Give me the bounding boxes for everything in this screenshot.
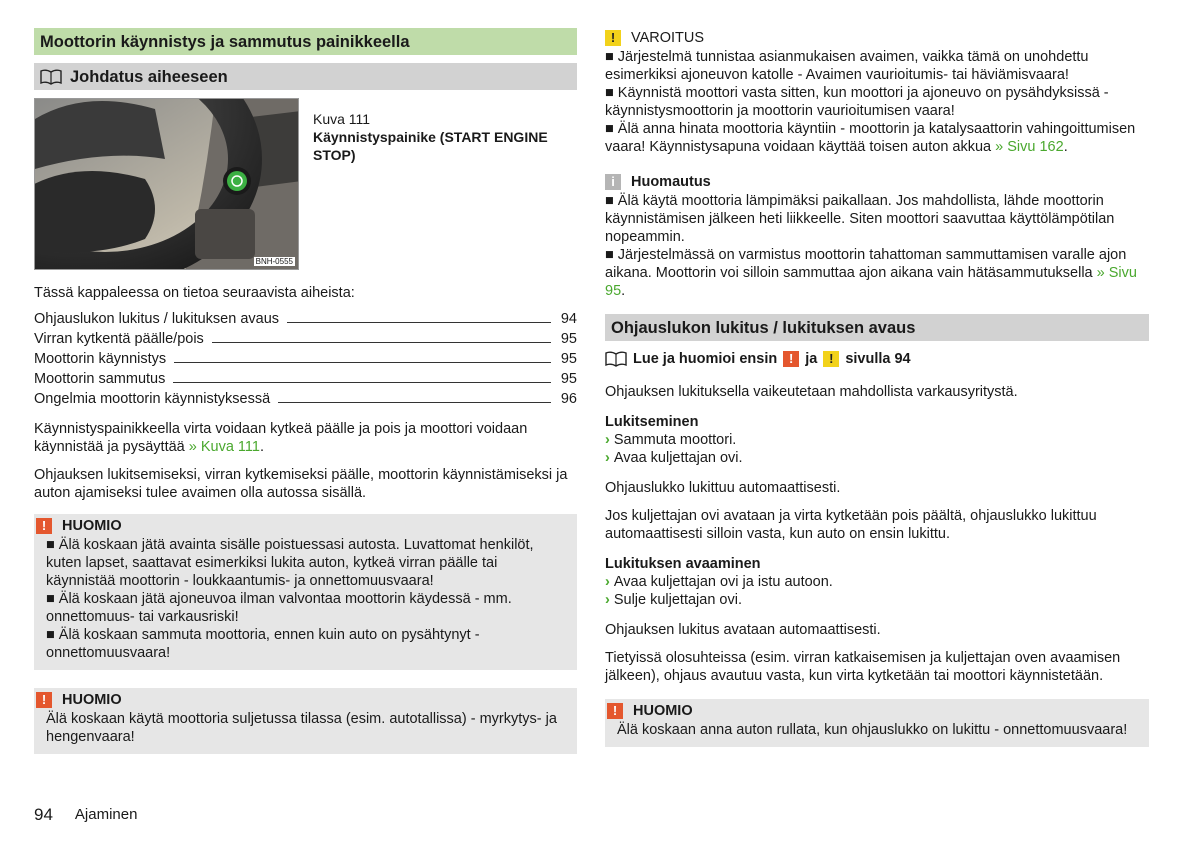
toc-row[interactable] xyxy=(34,310,577,330)
warning-title: HUOMIO xyxy=(62,692,122,708)
lock-extra: Jos kuljettajan ovi avataan ja virta kytketään pois päältä, ohjauslukko lukittuu automaattisesti silloin vasta, kun auto on ensin lukittu. xyxy=(605,508,1097,542)
figure-image xyxy=(34,98,299,270)
note-item: ■ Älä käytä moottoria lämpimäksi paikallaan. Jos mahdollista, lähde moottorin käynnistämisen jälkeen heti liikkeelle. Siten moottori saavuttaa käyttölämpötilan nopeammin. xyxy=(605,193,1115,245)
lock-title: Lukitseminen xyxy=(605,414,699,430)
figure-block xyxy=(34,98,577,270)
warning-box-2 xyxy=(34,688,577,754)
warning-box-3 xyxy=(605,699,1149,747)
toc-label: Moottorin sammutus xyxy=(34,371,166,387)
toc-leader xyxy=(173,382,551,383)
paragraph-1-end: . xyxy=(259,439,265,455)
caution-item-text: ■ Älä anna hinata moottoria käyntiin - moottorin ja katalysaattorin vahingoittumisen vaara! Käynnistysapuna voidaan käyttää toisen auton akkua xyxy=(605,121,1136,155)
note-title: Huomautus xyxy=(631,174,711,190)
toc-row[interactable] xyxy=(34,370,577,390)
chevron-right-icon: › xyxy=(605,450,610,466)
book-icon xyxy=(40,69,62,85)
note-item-end: . xyxy=(621,283,626,299)
footer-section: Ajaminen xyxy=(74,806,138,823)
page-link[interactable]: » Sivu 95 xyxy=(605,265,1137,299)
lock-step xyxy=(605,431,1149,449)
paragraph-1 xyxy=(34,420,577,456)
exclamation-icon: ! xyxy=(36,518,52,534)
figure-link[interactable]: » Kuva 111 xyxy=(188,439,260,455)
toc-leader xyxy=(174,362,551,363)
warning-item: ■ Älä koskaan jätä ajoneuvoa ilman valvontaa moottorin käydessä - mm. onnettomuus- tai varkausriski! xyxy=(46,591,512,625)
steering-wheel-illustration xyxy=(35,99,299,270)
unlock-step-text: Avaa kuljettajan ovi ja istu autoon. xyxy=(613,574,833,590)
paragraph-2: Ohjauksen lukitsemiseksi, virran kytkemiseksi päälle, moottorin käynnistämiseksi ja auton ajamiseksi tulee avaimen olla autossa sisällä. xyxy=(34,467,568,501)
read-first-line xyxy=(605,349,1149,369)
caution-item xyxy=(605,120,1149,156)
exclamation-icon: ! xyxy=(823,351,839,367)
toc-page: 95 xyxy=(560,351,577,367)
caution-title: VAROITUS xyxy=(631,30,705,46)
warning-text: Älä koskaan anna auton rullata, kun ohjauslukko on lukittu - onnettomuusvaara! xyxy=(617,722,1128,738)
unlock-step xyxy=(605,591,1149,609)
intro-title: Johdatus aiheeseen xyxy=(70,67,228,86)
read-and: ja xyxy=(805,351,818,367)
unlock-step-text: Sulje kuljettajan ovi. xyxy=(613,592,743,608)
figure-label: Kuva 111 xyxy=(312,111,371,127)
toc-leader xyxy=(212,342,551,343)
note-box xyxy=(605,172,1149,300)
exclamation-icon: ! xyxy=(36,692,52,708)
left-column xyxy=(34,28,577,754)
exclamation-icon: ! xyxy=(605,30,621,46)
intro-text: Ohjauksen lukituksella vaikeutetaan mahdollista varkausyritystä. xyxy=(605,384,1018,400)
read-prefix: Lue ja huomioi ensin xyxy=(633,351,778,367)
page-footer xyxy=(34,806,137,824)
warning-header xyxy=(34,516,565,536)
info-icon: i xyxy=(605,174,621,190)
unlock-step xyxy=(605,573,1149,591)
caution-header xyxy=(605,28,1149,48)
figure-caption xyxy=(299,98,577,270)
section-title: Moottorin käynnistys ja sammutus painikkeella xyxy=(34,28,577,55)
toc-label: Moottorin käynnistys xyxy=(34,351,167,367)
warning-title: HUOMIO xyxy=(633,703,693,719)
toc-label: Virran kytkentä päälle/pois xyxy=(34,331,204,347)
toc-label: Ohjauslukon lukitus / lukituksen avaus xyxy=(34,311,280,327)
warning-item: ■ Älä koskaan jätä avainta sisälle poistuessasi autosta. Luvattomat henkilöt, kuten lapset, saattavat esimerkiksi lukita auton, kytkeä virran päälle tai käynnistää moottorin - loukkaantumis- ja onnettomuusvaara! xyxy=(46,537,534,589)
chevron-right-icon: › xyxy=(605,432,610,448)
lock-step-text: Sammuta moottori. xyxy=(613,432,737,448)
lock-step-text: Avaa kuljettajan ovi. xyxy=(613,450,743,466)
unlock-extra: Tietyissä olosuhteissa (esim. virran katkaisemisen ja kuljettajan oven avaamisen jälkeen), ohjaus avautuu vasta, kun virta kytketään tai moottori käynnistetään. xyxy=(605,650,1121,684)
toc-page: 95 xyxy=(560,371,577,387)
exclamation-icon: ! xyxy=(783,351,799,367)
toc-leader xyxy=(278,402,551,403)
section-title: Ohjauslukon lukitus / lukituksen avaus xyxy=(611,318,916,337)
caution-item: ■ Käynnistä moottori vasta sitten, kun moottori ja ajoneuvo on pysähdyksissä - käynnistysmoottorin ja moottorin vaurioitumisen vaara! xyxy=(605,85,1109,119)
toc-row[interactable] xyxy=(34,390,577,410)
warning-title: HUOMIO xyxy=(62,518,122,534)
intro-header xyxy=(34,63,577,90)
toc-page: 94 xyxy=(560,311,577,327)
page-number: 94 xyxy=(34,805,53,824)
book-icon xyxy=(605,351,627,367)
section-header xyxy=(605,314,1149,341)
figure-caption-text: Käynnistyspainike (START ENGINE STOP) xyxy=(312,129,548,163)
toc-list xyxy=(34,310,577,410)
chevron-right-icon: › xyxy=(605,574,610,590)
read-suffix: sivulla 94 xyxy=(845,351,911,367)
toc-page: 95 xyxy=(560,331,577,347)
caution-box xyxy=(605,28,1149,156)
toc-intro: Tässä kappaleessa on tietoa seuraavista aiheista: xyxy=(34,285,355,301)
warning-header xyxy=(605,701,1137,721)
chevron-right-icon: › xyxy=(605,592,610,608)
unlock-title: Lukituksen avaaminen xyxy=(605,556,761,572)
warning-header xyxy=(34,690,565,710)
toc-row[interactable] xyxy=(34,350,577,370)
toc-leader xyxy=(287,322,551,323)
right-column xyxy=(605,28,1149,747)
paragraph-1-text: Käynnistyspainikkeella virta voidaan kytkeä päälle ja pois ja moottori voidaan käynnistää ja pysäyttää xyxy=(34,421,528,455)
note-item-text: ■ Järjestelmässä on varmistus moottorin tahattoman sammuttamisen varalle ajon aikana. Moottorin voi silloin sammuttaa ajon aikana vain hätäsammutuksella xyxy=(605,247,1127,281)
note-item xyxy=(605,246,1149,300)
note-header xyxy=(605,172,1149,192)
warning-item: ■ Älä koskaan sammuta moottoria, ennen kuin auto on pysähtynyt - onnettomuusvaara! xyxy=(46,627,480,661)
toc-page: 96 xyxy=(560,391,577,407)
figure-code: BNH-0555 xyxy=(255,257,293,266)
lock-result: Ohjauslukko lukittuu automaattisesti. xyxy=(605,480,841,496)
lock-step xyxy=(605,449,1149,467)
page-link[interactable]: » Sivu 162 xyxy=(995,139,1064,155)
unlock-result: Ohjauksen lukitus avataan automaattisesti. xyxy=(605,622,881,638)
caution-item: ■ Järjestelmä tunnistaa asianmukaisen avaimen, vaikka tämä on unohdettu esimerkiksi ajoneuvon katolle - Avaimen vaurioitumis- tai häviämisvaara! xyxy=(605,49,1089,83)
caution-item-end: . xyxy=(1063,139,1068,155)
toc-row[interactable] xyxy=(34,330,577,350)
toc-label: Ongelmia moottorin käynnistyksessä xyxy=(34,391,271,407)
warning-text: Älä koskaan käytä moottoria suljetussa tilassa (esim. autotallissa) - myrkytys- ja hengenvaara! xyxy=(46,711,557,745)
warning-box-1 xyxy=(34,514,577,670)
exclamation-icon: ! xyxy=(607,703,623,719)
